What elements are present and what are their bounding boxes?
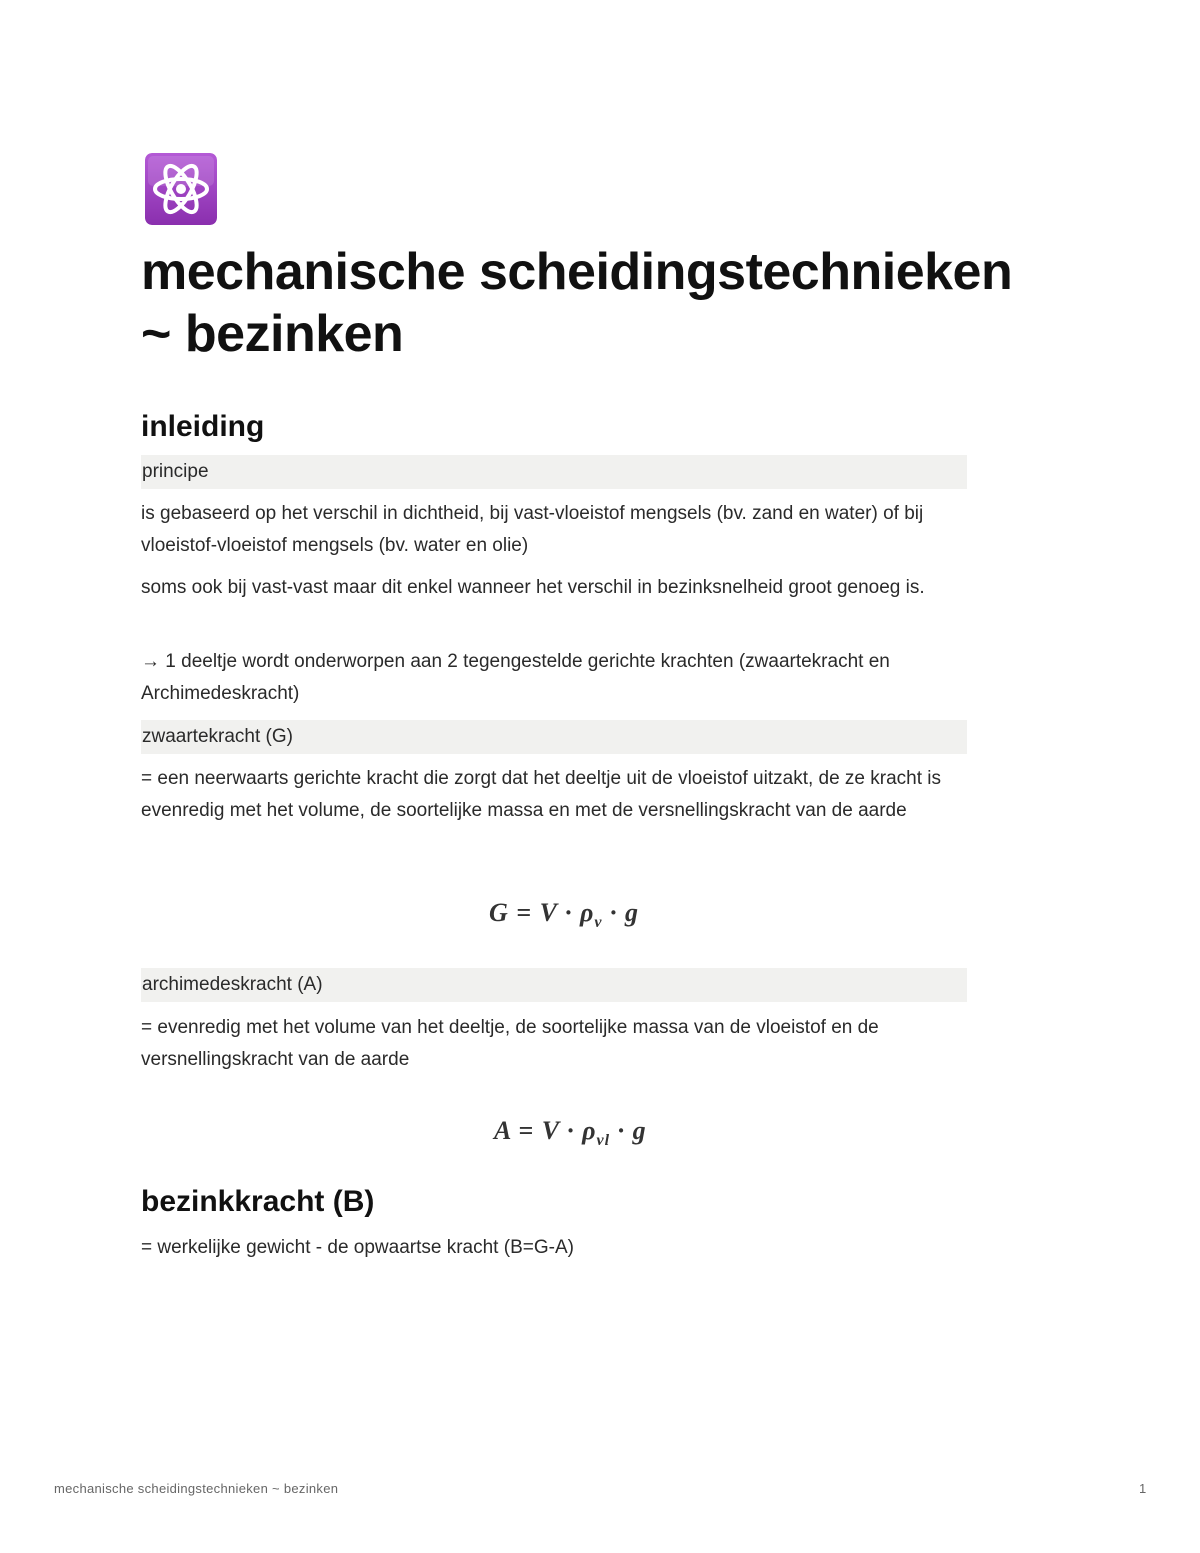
page-title: mechanische scheidingstechnieken ~ bezinken (141, 243, 1013, 363)
formula-a-rhs-a: = V · ρ (518, 1116, 597, 1145)
formula-g-rhs-a: = V · ρ (516, 898, 595, 927)
footer-page-number: 1 (1139, 1481, 1147, 1496)
formula-a-rhs-b: · g (610, 1116, 647, 1145)
footer-document-title: mechanische scheidingstechnieken ~ bezinken (54, 1481, 339, 1496)
callout-archimedeskracht: archimedeskracht (A) (141, 968, 967, 1002)
paragraph-zwaartekracht: = een neerwaarts gerichte kracht die zorgt dat het deeltje uit de vloeistof uitzakt, de ze kracht is evenredig met het volume, de soortelijke massa en met de versnellingskracht van de aarde (141, 768, 942, 821)
callout-principe: principe (141, 455, 967, 489)
paragraph-principe-3: → 1 deeltje wordt onderworpen aan 2 tegengestelde gerichte krachten (zwaartekracht en Archimedeskracht) (141, 651, 890, 704)
formula-g-rhs-b: · g (602, 898, 639, 927)
formula-archimedeskracht (494, 1116, 647, 1150)
formula-zwaartekracht (489, 898, 639, 932)
formula-a-lhs: A (494, 1116, 511, 1145)
formula-g-lhs: G (489, 898, 509, 927)
paragraph-principe-2: soms ook bij vast-vast maar dit enkel wanneer het verschil in bezinksnelheid groot genoeg is. (141, 577, 925, 598)
section-heading-bezinkkracht: bezinkkracht (B) (141, 1185, 375, 1218)
formula-g-subscript: v (594, 914, 603, 931)
callout-zwaartekracht: zwaartekracht (G) (141, 720, 967, 754)
paragraph-principe-1: is gebaseerd op het verschil in dichtheid, bij vast-vloeistof mengsels (bv. zand en water) of bij vloeistof-vloeistof mengsels (bv. water en olie) (141, 503, 924, 556)
formula-a-subscript: vl (596, 1132, 611, 1149)
paragraph-archimedeskracht: = evenredig met het volume van het deeltje, de soortelijke massa van de vloeistof en de versnellingskracht van de aarde (141, 1017, 879, 1070)
section-heading-inleiding: inleiding (141, 410, 265, 443)
paragraph-bezinkkracht: = werkelijke gewicht - de opwaartse kracht (B=G-A) (141, 1237, 574, 1258)
atom-symbol-icon (145, 153, 217, 225)
